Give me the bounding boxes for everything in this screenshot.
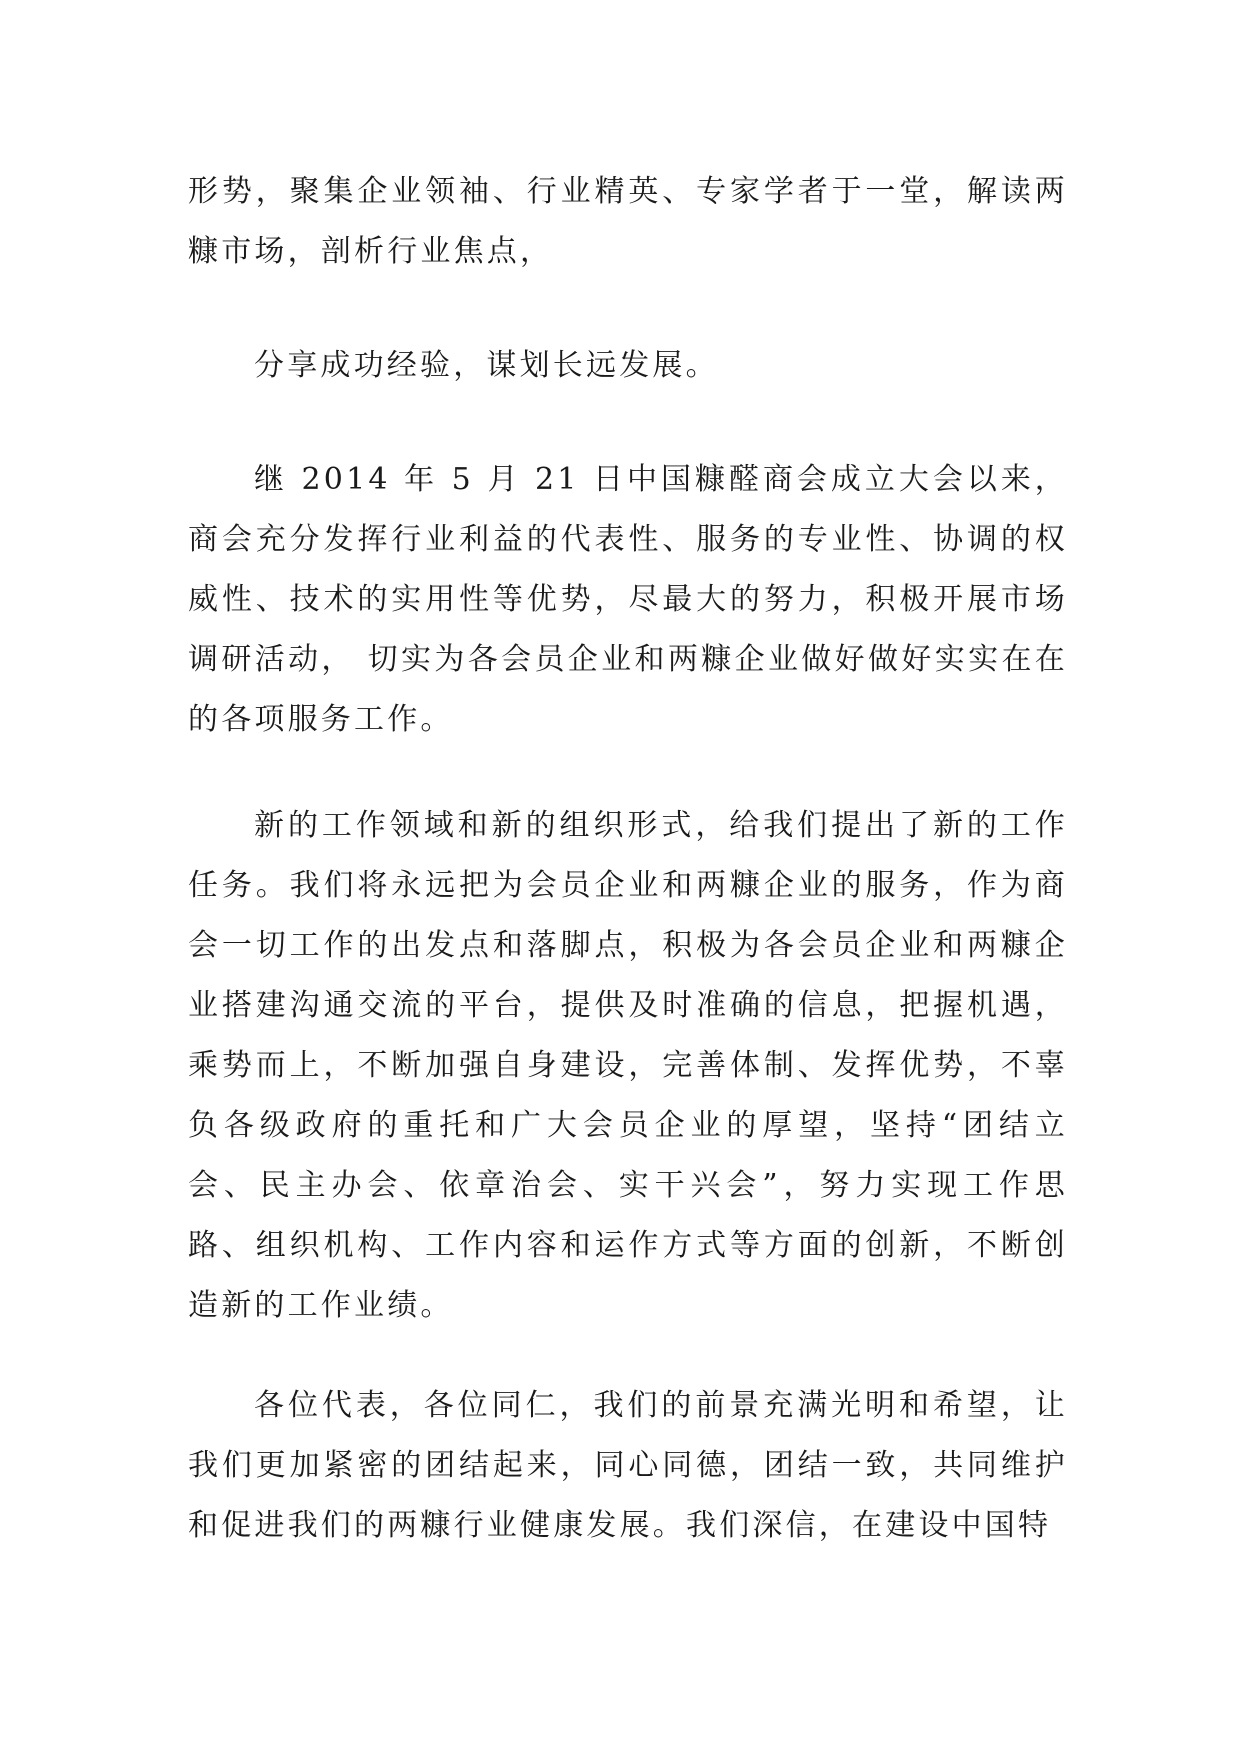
paragraph-new-tasks: 新的工作领域和新的组织形式，给我们提出了新的工作任务。我们将永远把为会员企业和两糠企业的服务，作为商会一切工作的出发点和落脚点，积极为各会员企业和两糠企业搭建沟通交流的平台，提供及时准确的信息，把握机遇，乘势而上，不断加强自身建设，完善体制、发挥优势，不辜负各级政府的重托和广大会员企业的厚望，坚持“团结立会、民主办会、依章治会、实干兴会”，努力实现工作思路、组织机构、工作内容和运作方式等方面的创新，不断创造新的工作业绩。 xyxy=(188,808,1068,1323)
paragraph-chamber-founding: 继 2014 年 5 月 21 日中国糠醛商会成立大会以来，商会充分发挥行业利益的代表性、服务的专业性、协调的权威性、技术的实用性等优势，尽最大的努力，积极开展市场调研活动， 切实为各会员企业和两糠企业做好做好实实在在的各项服务工作。 xyxy=(188,462,1068,737)
paragraph-closing-appeal: 各位代表，各位同仁，我们的前景充满光明和希望，让我们更加紧密的团结起来，同心同德，团结一致，共同维护和促进我们的两糠行业健康发展。我们深信，在建设中国特 xyxy=(188,1388,1068,1543)
paragraph-sharing-experience: 分享成功经验，谋划长远发展。 xyxy=(254,348,719,383)
paragraph-continuation: 形势，聚集企业领袖、行业精英、专家学者于一堂，解读两糠市场，剖析行业焦点， xyxy=(188,174,1068,269)
